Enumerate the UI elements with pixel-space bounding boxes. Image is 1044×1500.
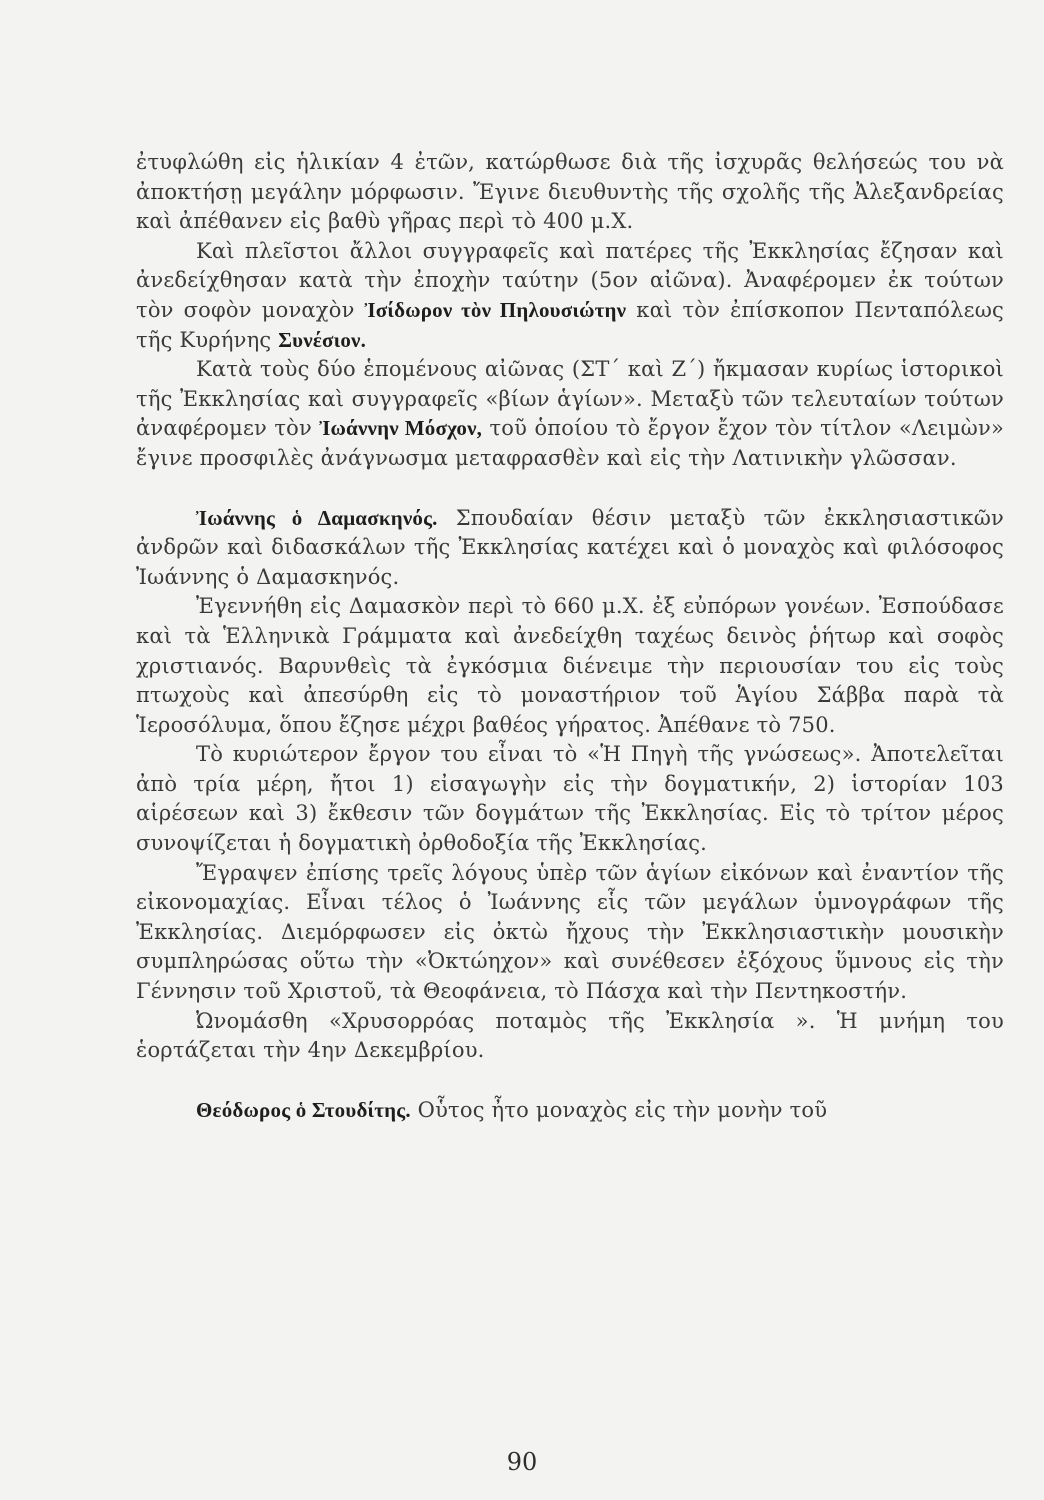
text-run: Σπουδαίαν θέσιν μεταξὺ τῶν ἐκκλησιαστικῶν ἀνδρῶν καὶ διδασκάλων τῆς Ἐκκλησίας κατέχει καὶ ὁ μοναχὸς καὶ φιλόσοφος Ἰωάννης ὁ Δαμασκηνός. [136, 505, 1004, 589]
paragraph-5 [136, 592, 1004, 740]
text-run: καὶ τὸν ἐπίσκοπον Πενταπόλεως τῆς Κυρήνης [136, 297, 1005, 352]
text-run: Ὠνομάσθη «Χρυσορρόας ποταμὸς τῆς Ἐκκλησία ». Ἡ μνήμη του ἑορτάζεται τὴν 4ην Δεκεμβρίου. [136, 1008, 1004, 1063]
text-run: Ἐγεννήθη εἰς Δαμασκὸν περὶ τὸ 660 μ.Χ. ἐξ εὐπόρων γονέων. Ἐσπούδασε καὶ τὰ Ἑλληνικὰ Γράμματα καὶ ἀνεδείχθη ταχέως δεινὸς ῥήτωρ καὶ σοφὸς χριστιανός. Βαρυνθεὶς τὰ ἐγκόσμια διένειμε τὴν περιουσίαν του εἰς τοὺς πτωχοὺς καὶ ἀπεσύρθη εἰς τὸ μοναστήριον τοῦ Ἁγίου Σάββα παρὰ τὰ Ἱεροσόλυμα, ὅπου ἔζησε μέχρι βαθέος γήρατος. Ἀπέθανε τὸ 750. [136, 594, 1004, 737]
text-run: Καὶ πλεῖστοι ἄλλοι συγγραφεῖς καὶ πατέρες τῆς Ἐκκλησίας ἔζησαν καὶ ἀνεδείχθησαν κατὰ τὴν ἐποχὴν ταύτην (5ον αἰῶνα). Ἀναφέρομεν ἐκ τούτων τὸν σοφὸν μοναχὸν [136, 238, 1004, 322]
bold-name-text: Συνέσιον. [278, 327, 367, 352]
text-run: τοῦ ὁποίου τὸ ἔργον ἔχον τὸν τίτλον «Λειμὼν» ἔγινε προσφιλὲς ἀνάγνωσμα μεταφρασθὲν καὶ εἰς τὴν Λατινικὴν γλῶσσαν. [136, 416, 1004, 470]
text-run: Οὗτος ἦτο μοναχὸς εἰς τὴν μονὴν τοῦ [410, 1097, 828, 1122]
bold-name-text: Ἰσίδωρον τὸν Πηλουσιώτην [364, 297, 627, 322]
bold-name-text: Ἰωάννης ὁ Δαμασκηνός. [196, 505, 438, 530]
paragraph-studitis-heading [136, 1096, 1004, 1126]
body-text [136, 148, 1004, 1125]
text-run: Τὸ κυριώτερον ἔργον του εἶναι τὸ «Ἡ Πηγὴ τῆς γνώσεως». Ἀποτελεῖται ἀπὸ τρία μέρη, ἤτοι 1) εἰσαγωγὴν εἰς τὴν δογματικήν, 2) ἱστορίαν 103 αἱρέσεων καὶ 3) ἔκθεσιν τῶν δογμάτων τῆς Ἐκκλησίας. Εἰς τὸ τρίτον μέρος συνοψίζεται ἡ δογματικὴ ὀρθοδοξία τῆς Ἐκκλησίας. [136, 742, 1004, 856]
paragraph-2 [136, 237, 1004, 355]
paragraph-3 [136, 355, 1004, 473]
text-run: ἐτυφλώθη εἰς ἡλικίαν 4 ἐτῶν, κατώρθωσε διὰ τῆς ἰσχυρᾶς θελήσεώς του νὰ ἀποκτήσῃ μεγάλην μόρφωσιν. Ἔγινε διευθυντὴς τῆς σχολῆς τῆς Ἀλεξανδρείας καὶ ἀπέθανεν εἰς βαθὺ γῆρας περὶ τὸ 400 μ.Χ. [136, 150, 1004, 234]
text-run: Κατὰ τοὺς δύο ἑπομένους αἰῶνας (ΣΤ΄ καὶ Ζ΄) ἤκμασαν κυρίως ἱστορικοὶ τῆς Ἐκκλησίας καὶ συγγραφεῖς «βίων ἁγίων». Μεταξὺ τῶν τελευταίων τούτων ἀναφέρομεν τὸν [136, 357, 1004, 441]
page-number: 90 [506, 1448, 538, 1476]
paragraph-7 [136, 859, 1004, 1007]
bold-name-text: Ἰωάννην Μόσχον, [319, 416, 483, 441]
text-run: Ἔγραψεν ἐπίσης τρεῖς λόγους ὑπὲρ τῶν ἁγίων εἰκόνων καὶ ἐναντίον τῆς εἰκονομαχίας. Εἶναι τέλος ὁ Ἰωάννης εἷς τῶν μεγάλων ὑμνογράφων τῆς Ἐκκλησίας. Διεμόρφωσεν εἰς ὀκτὼ ἤχους τὴν Ἐκκλησιαστικὴν μουσικὴν συμπληρώσας οὕτω τὴν «Ὀκτώηχον» καὶ συνέθεσεν ἐξόχους ὕμνους εἰς τὴν Γέννησιν τοῦ Χριστοῦ, τὰ Θεοφάνεια, τὸ Πάσχα καὶ τὴν Πεντηκοστήν. [136, 860, 1004, 1004]
paragraph-8 [136, 1007, 1004, 1066]
paragraph-1 [136, 148, 1004, 237]
paragraph-damaskinos-heading [136, 504, 1004, 593]
paragraph-6 [136, 740, 1004, 858]
bold-name-text: Θεόδωρος ὁ Στουδίτης. [196, 1097, 411, 1122]
